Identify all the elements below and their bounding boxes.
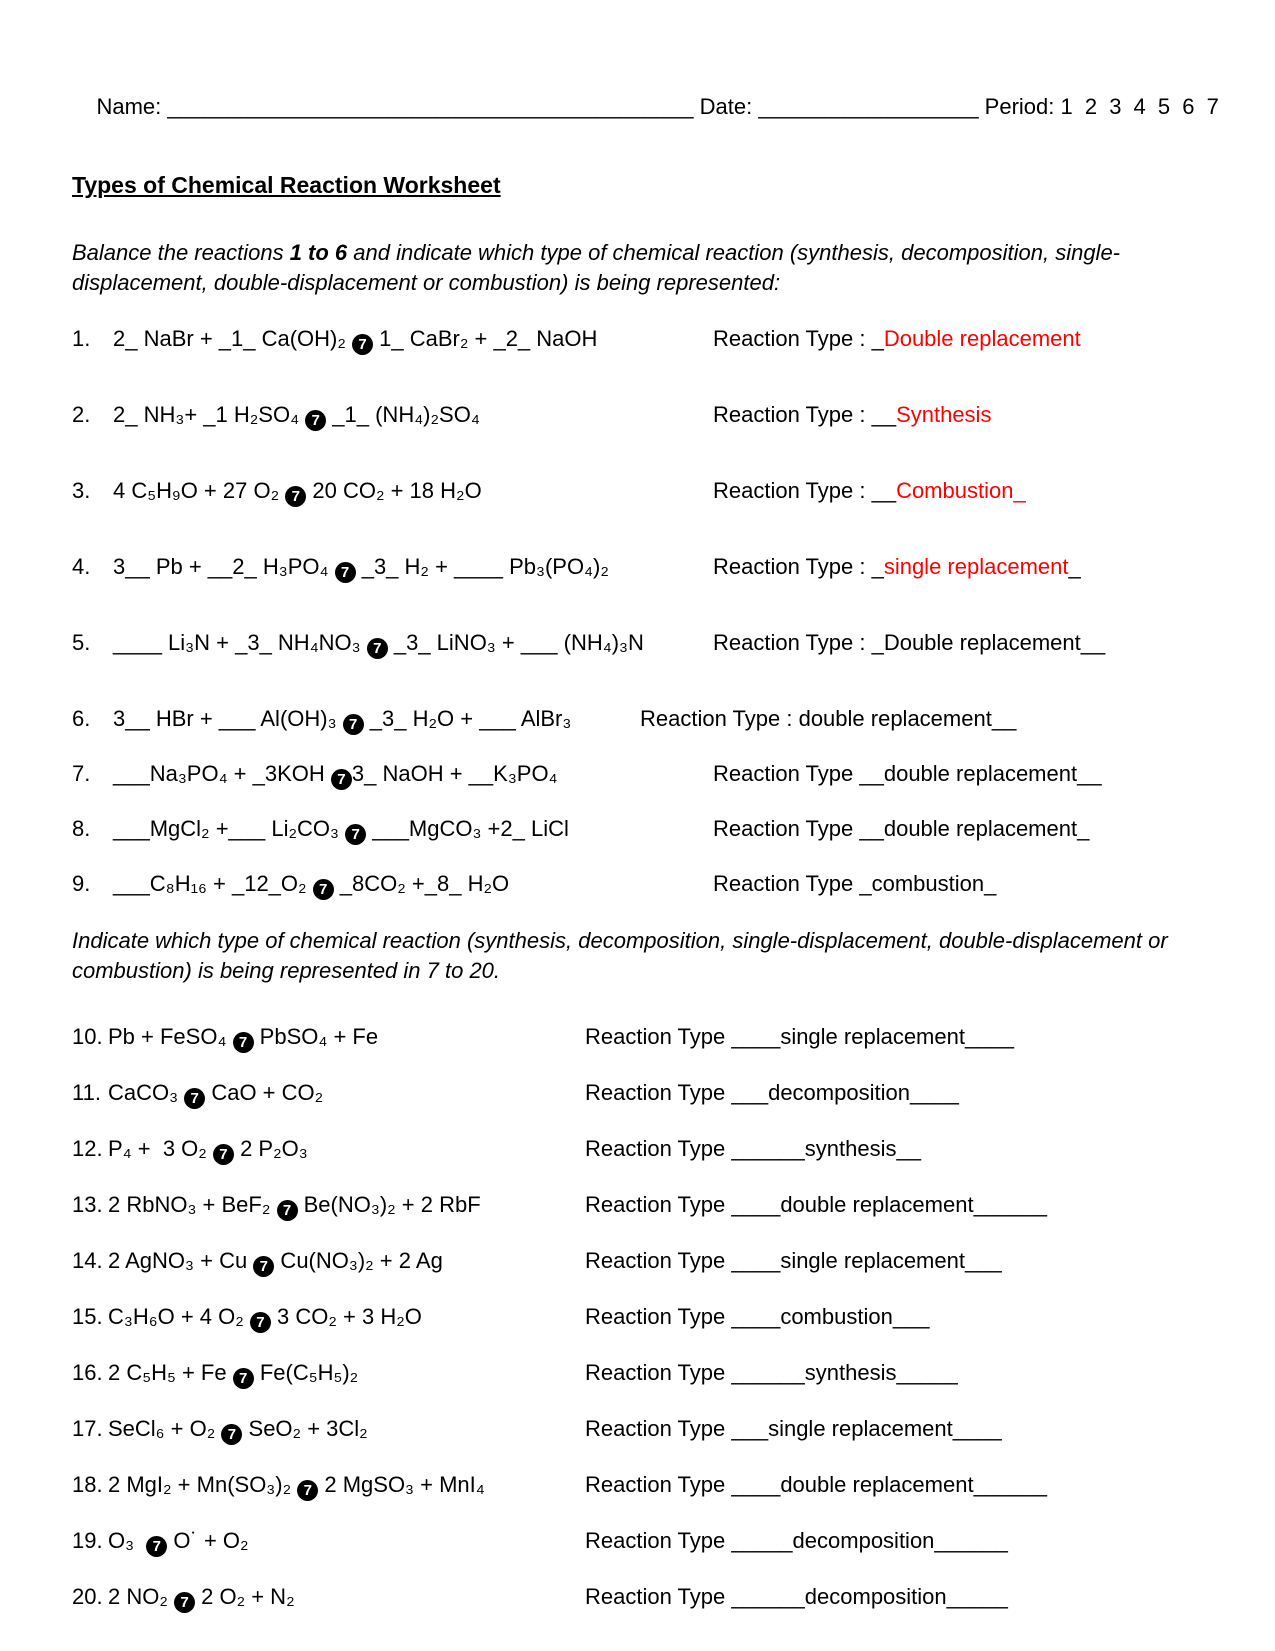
item-number: 20.: [72, 1584, 103, 1609]
equation-lhs: 2 NO₂: [108, 1584, 174, 1609]
answer-blank-pre: ___: [731, 1080, 769, 1105]
reaction-type-label: Reaction Type: [713, 761, 860, 786]
reaction-arrow-icon: 7: [174, 1592, 195, 1613]
equation: [72, 704, 640, 735]
reaction-answer: single replacement: [883, 554, 1069, 579]
name-label: Name:: [96, 94, 168, 119]
reaction-answer: decomposition: [804, 1584, 947, 1609]
equation: [72, 400, 713, 431]
equation-lhs: 2_ NH₃+ _1 H₂SO₄: [113, 402, 306, 427]
equation: [72, 1246, 585, 1277]
answer-blank-post: ____: [952, 1416, 1002, 1441]
reaction-answer: single replacement: [768, 1416, 953, 1441]
equation-lhs: P₄ + 3 O₂: [108, 1136, 213, 1161]
answer-blank-pre: ____: [731, 1472, 781, 1497]
equation-rhs: 2 P₂O₃: [233, 1136, 308, 1161]
worksheet-item-19: [72, 1526, 1215, 1557]
reaction-answer: Synthesis: [896, 402, 992, 427]
equation-rhs: 2 MgSO₃ + MnI₄: [318, 1472, 485, 1497]
equation-rhs: 1_ CaBr₂ + _2_ NaOH: [373, 326, 598, 351]
equation-rhs: O˙ + O₂: [167, 1528, 249, 1553]
item-number: 8.: [72, 816, 91, 841]
equation-lhs: 2 RbNO₃ + BeF₂: [108, 1192, 277, 1217]
equation: [72, 1302, 585, 1333]
answer-blank-post: _: [1077, 816, 1090, 841]
header-row: [72, 62, 1222, 152]
reaction-type-label: Reaction Type :: [713, 478, 872, 503]
reaction-answer: double replacement: [780, 1192, 974, 1217]
reaction-arrow-icon: 7: [233, 1032, 254, 1053]
worksheet-item-10: [72, 1022, 1215, 1053]
equation-lhs: 2_ NaBr + _1_ Ca(OH)₂: [113, 326, 353, 351]
reaction-type-label: Reaction Type: [585, 1360, 732, 1385]
worksheet-item-13: [72, 1190, 1215, 1221]
reaction-arrow-icon: 7: [213, 1144, 234, 1165]
equation-rhs: ___MgCO₃ +2_ LiCl: [366, 816, 569, 841]
reaction-type: [585, 1134, 1215, 1164]
reaction-answer: Double replacement: [883, 326, 1081, 351]
reaction-type: [585, 1414, 1215, 1444]
equation-lhs: 2 C₅H₅ + Fe: [108, 1360, 233, 1385]
item-number: 18.: [72, 1472, 103, 1497]
equation-rhs: _3_ H₂ + ____ Pb₃(PO₄)₂: [355, 554, 609, 579]
answer-blank-post: ______: [973, 1472, 1047, 1497]
equation-rhs: 3_ NaOH + __K₃PO₄: [351, 761, 558, 786]
reaction-type-label: Reaction Type: [585, 1080, 732, 1105]
reaction-type-label: Reaction Type: [585, 1248, 732, 1273]
answer-blank-pre: __: [871, 478, 897, 503]
item-number: 17.: [72, 1416, 103, 1441]
reaction-type: [585, 1526, 1215, 1556]
date-label: Date:: [693, 94, 759, 119]
reaction-type-label: Reaction Type :: [713, 554, 872, 579]
worksheet-title: Types of Chemical Reaction Worksheet: [72, 172, 501, 198]
reaction-answer: combustion: [871, 871, 985, 896]
reaction-answer: decomposition: [792, 1528, 935, 1553]
answer-blank-pre: _: [859, 871, 872, 896]
equation-lhs: 2 AgNO₃ + Cu: [108, 1248, 254, 1273]
reaction-type-label: Reaction Type: [585, 1024, 732, 1049]
reaction-type-label: Reaction Type: [713, 816, 860, 841]
reaction-type-label: Reaction Type :: [713, 326, 872, 351]
worksheet-item-17: [72, 1414, 1215, 1445]
reaction-answer: synthesis: [804, 1360, 897, 1385]
reaction-type-label: Reaction Type: [585, 1584, 732, 1609]
equation-rhs: _8CO₂ +_8_ H₂O: [333, 871, 510, 896]
item-number: 6.: [72, 706, 91, 731]
item-number: 2.: [72, 402, 91, 427]
equation: [72, 1414, 585, 1445]
answer-blank-pre: ______: [731, 1360, 805, 1385]
answer-blank-pre: ______: [731, 1136, 805, 1161]
answer-blank-pre: ___: [731, 1416, 769, 1441]
reaction-arrow-icon: 7: [305, 410, 326, 431]
answer-blank-post: _: [1068, 554, 1081, 579]
equation-rhs: Cu(NO₃)₂ + 2 Ag: [274, 1248, 443, 1273]
answer-blank-post: __: [1080, 630, 1106, 655]
date-blank-line: __________________: [758, 94, 979, 119]
worksheet-item-9: [72, 869, 1215, 900]
equation: [72, 1526, 585, 1557]
equation-rhs: SeO₂ + 3Cl₂: [242, 1416, 368, 1441]
answer-blank-pre: _____: [731, 1528, 793, 1553]
item-number: 4.: [72, 554, 91, 579]
reaction-type: [713, 324, 1215, 354]
item-number: 12.: [72, 1136, 103, 1161]
reaction-arrow-icon: 7: [250, 1312, 271, 1333]
instructions-text: Balance the reactions: [72, 240, 290, 265]
worksheet-item-8: [72, 814, 1215, 845]
worksheet-item-3: [72, 476, 1215, 507]
worksheet-item-2: [72, 400, 1215, 431]
equation-lhs: ___C₈H₁₆ + _12_O₂: [113, 871, 313, 896]
equation-rhs: _3_ H₂O + ___ AlBr₃: [363, 706, 572, 731]
reaction-type-label: Reaction Type: [585, 1472, 732, 1497]
item-number: 7.: [72, 761, 91, 786]
reaction-arrow-icon: 7: [233, 1368, 254, 1389]
reaction-answer: combustion: [780, 1304, 893, 1329]
item-number: 10.: [72, 1024, 103, 1049]
equation: [72, 476, 713, 507]
reaction-type: [713, 628, 1215, 658]
equation: [72, 1022, 585, 1053]
item-number: 16.: [72, 1360, 103, 1385]
period-label: Period:: [978, 94, 1061, 119]
instructions-identify: Indicate which type of chemical reaction (synthesis, decomposition, single-displacement, double-displacement or combustion) is being represented in 7 to 20.: [72, 928, 1168, 983]
equation: [72, 1134, 585, 1165]
reaction-type: [585, 1358, 1215, 1388]
answer-blank-post: ____: [964, 1024, 1014, 1049]
reaction-arrow-icon: 7: [352, 334, 373, 355]
worksheet-item-5: [72, 628, 1215, 659]
reaction-arrow-icon: 7: [253, 1256, 274, 1277]
equation-lhs: SeCl₆ + O₂: [108, 1416, 222, 1441]
item-number: 9.: [72, 871, 91, 896]
period-options: 1 2 3 4 5 6 7: [1060, 94, 1222, 119]
worksheet-item-12: [72, 1134, 1215, 1165]
reaction-type: [713, 476, 1215, 506]
reaction-type: [585, 1470, 1215, 1500]
reaction-answer: double replacement: [780, 1472, 974, 1497]
equation: [72, 1582, 585, 1613]
answer-blank-pre: _: [871, 630, 884, 655]
item-number: 5.: [72, 630, 91, 655]
reaction-answer: Combustion_: [896, 478, 1026, 503]
equation: [72, 1190, 585, 1221]
item-number: 19.: [72, 1528, 103, 1553]
equation-rhs: 3 CO₂ + 3 H₂O: [270, 1304, 422, 1329]
reaction-answer: double replacement: [883, 816, 1078, 841]
worksheet-item-15: [72, 1302, 1215, 1333]
equation: [72, 869, 713, 900]
answer-blank-pre: ____: [731, 1248, 781, 1273]
answer-blank-pre: ____: [731, 1024, 781, 1049]
worksheet-item-20: [72, 1582, 1215, 1613]
equation: [72, 324, 713, 355]
reaction-type: [713, 400, 1215, 430]
equation-lhs: CaCO₃: [108, 1080, 185, 1105]
reaction-type-label: Reaction Type: [585, 1528, 732, 1553]
reaction-type-label: Reaction Type: [585, 1304, 732, 1329]
answer-blank-post: _____: [946, 1584, 1008, 1609]
answer-blank-pre: ______: [731, 1584, 805, 1609]
reaction-arrow-icon: 7: [331, 769, 352, 790]
answer-blank-post: ___: [892, 1304, 930, 1329]
answer-blank-post: ___: [964, 1248, 1002, 1273]
reaction-type-label: Reaction Type :: [640, 706, 799, 731]
equation: [72, 1078, 585, 1109]
equation-rhs: Fe(C₅H₅)₂: [253, 1360, 359, 1385]
reaction-type: [585, 1246, 1215, 1276]
instructions-bold-range: 1 to 6: [289, 240, 348, 265]
equation-rhs: 20 CO₂ + 18 H₂O: [306, 478, 482, 503]
worksheet-item-1: [72, 324, 1215, 355]
equation-lhs: 4 C₅H₉O + 27 O₂: [113, 478, 286, 503]
reaction-arrow-icon: 7: [146, 1536, 167, 1557]
reaction-type: [640, 704, 1215, 734]
equation-lhs: C₃H₆O + 4 O₂: [108, 1304, 250, 1329]
reaction-type-label: Reaction Type: [713, 871, 860, 896]
reaction-arrow-icon: 7: [221, 1424, 242, 1445]
answer-blank-post: ____: [909, 1080, 959, 1105]
reaction-arrow-icon: 7: [285, 486, 306, 507]
reaction-answer: single replacement: [780, 1248, 965, 1273]
worksheet-item-7: [72, 759, 1215, 790]
worksheet-item-6: [72, 704, 1215, 735]
name-blank-line: ___________________________________________: [167, 94, 694, 119]
reaction-answer: Double replacement: [883, 630, 1081, 655]
equation-lhs: 2 MgI₂ + Mn(SO₃)₂: [108, 1472, 298, 1497]
answer-blank-pre: __: [859, 816, 884, 841]
reaction-answer: synthesis: [804, 1136, 897, 1161]
instructions-text-cont: and indicate which type of chemical reaction (synthesis, decomposition, single-displacement, double-displacement or combustion) is being represented:: [72, 240, 1121, 295]
item-number: 13.: [72, 1192, 103, 1217]
reaction-type-label: Reaction Type :: [713, 402, 872, 427]
worksheet-item-18: [72, 1470, 1215, 1501]
equation: [72, 759, 713, 790]
item-number: 3.: [72, 478, 91, 503]
worksheet-item-16: [72, 1358, 1215, 1389]
reaction-type: [585, 1190, 1215, 1220]
reaction-type-label: Reaction Type: [585, 1136, 732, 1161]
equation-lhs: 3__ HBr + ___ Al(OH)₃: [113, 706, 343, 731]
reaction-type-label: Reaction Type: [585, 1192, 732, 1217]
reaction-arrow-icon: 7: [297, 1480, 318, 1501]
reaction-arrow-icon: 7: [313, 879, 334, 900]
reaction-arrow-icon: 7: [345, 824, 366, 845]
answer-blank-post: ______: [973, 1192, 1047, 1217]
reaction-arrow-icon: 7: [343, 714, 364, 735]
equation-rhs: 2 O₂ + N₂: [195, 1584, 295, 1609]
answer-blank-post: __: [1077, 761, 1102, 786]
equation: [72, 1358, 585, 1389]
reaction-answer: decomposition: [768, 1080, 910, 1105]
answer-blank-post: __: [991, 706, 1017, 731]
reaction-arrow-icon: 7: [184, 1088, 205, 1109]
equation-rhs: PbSO₄ + Fe: [253, 1024, 379, 1049]
equation: [72, 814, 713, 845]
equation-lhs: ___Na₃PO₄ + _3KOH: [113, 761, 331, 786]
reaction-type-label: Reaction Type: [585, 1416, 732, 1441]
reaction-arrow-icon: 7: [335, 562, 356, 583]
reaction-type: [585, 1078, 1215, 1108]
worksheet-item-11: [72, 1078, 1215, 1109]
answer-blank-post: _: [984, 871, 997, 896]
item-number: 15.: [72, 1304, 103, 1329]
equation: [72, 552, 713, 583]
reaction-answer: single replacement: [780, 1024, 965, 1049]
reaction-type-label: Reaction Type :: [713, 630, 872, 655]
item-number: 11.: [72, 1080, 101, 1105]
item-number: 14.: [72, 1248, 103, 1273]
worksheet-item-14: [72, 1246, 1215, 1277]
item-number: 1.: [72, 326, 91, 351]
reaction-type: [585, 1302, 1215, 1332]
equation: [72, 1470, 585, 1501]
answer-blank-post: ______: [934, 1528, 1008, 1553]
reaction-answer: double replacement: [883, 761, 1078, 786]
reaction-type: [585, 1022, 1215, 1052]
reaction-type: [713, 869, 1215, 899]
equation-lhs: ___MgCl₂ +___ Li₂CO₃: [113, 816, 346, 841]
reaction-type: [713, 759, 1215, 789]
equation-lhs: ____ Li₃N + _3_ NH₄NO₃: [113, 630, 367, 655]
answer-blank-post: __: [896, 1136, 921, 1161]
worksheet-item-4: [72, 552, 1215, 583]
equation-rhs: Be(NO₃)₂ + 2 RbF: [297, 1192, 481, 1217]
equation-rhs: _1_ (NH₄)₂SO₄: [326, 402, 480, 427]
reaction-type: [713, 552, 1215, 582]
reaction-arrow-icon: 7: [367, 638, 388, 659]
reaction-type: [713, 814, 1215, 844]
instructions-balance: [72, 238, 1172, 298]
reaction-answer: double replacement: [798, 706, 992, 731]
reaction-arrow-icon: 7: [277, 1200, 298, 1221]
answer-blank-pre: ____: [731, 1192, 781, 1217]
equation-lhs: 3__ Pb + __2_ H₃PO₄: [113, 554, 335, 579]
answer-blank-pre: ____: [731, 1304, 781, 1329]
equation: [72, 628, 713, 659]
equation-rhs: CaO + CO₂: [205, 1080, 324, 1105]
equation-lhs: O₃: [108, 1528, 147, 1553]
answer-blank-pre: __: [871, 402, 897, 427]
answer-blank-post: _____: [896, 1360, 958, 1385]
answer-blank-pre: __: [859, 761, 884, 786]
answer-blank-pre: _: [871, 326, 884, 351]
answer-blank-pre: _: [871, 554, 884, 579]
reaction-type: [585, 1582, 1215, 1612]
equation-lhs: Pb + FeSO₄: [108, 1024, 233, 1049]
equation-rhs: _3_ LiNO₃ + ___ (NH₄)₃N: [387, 630, 644, 655]
